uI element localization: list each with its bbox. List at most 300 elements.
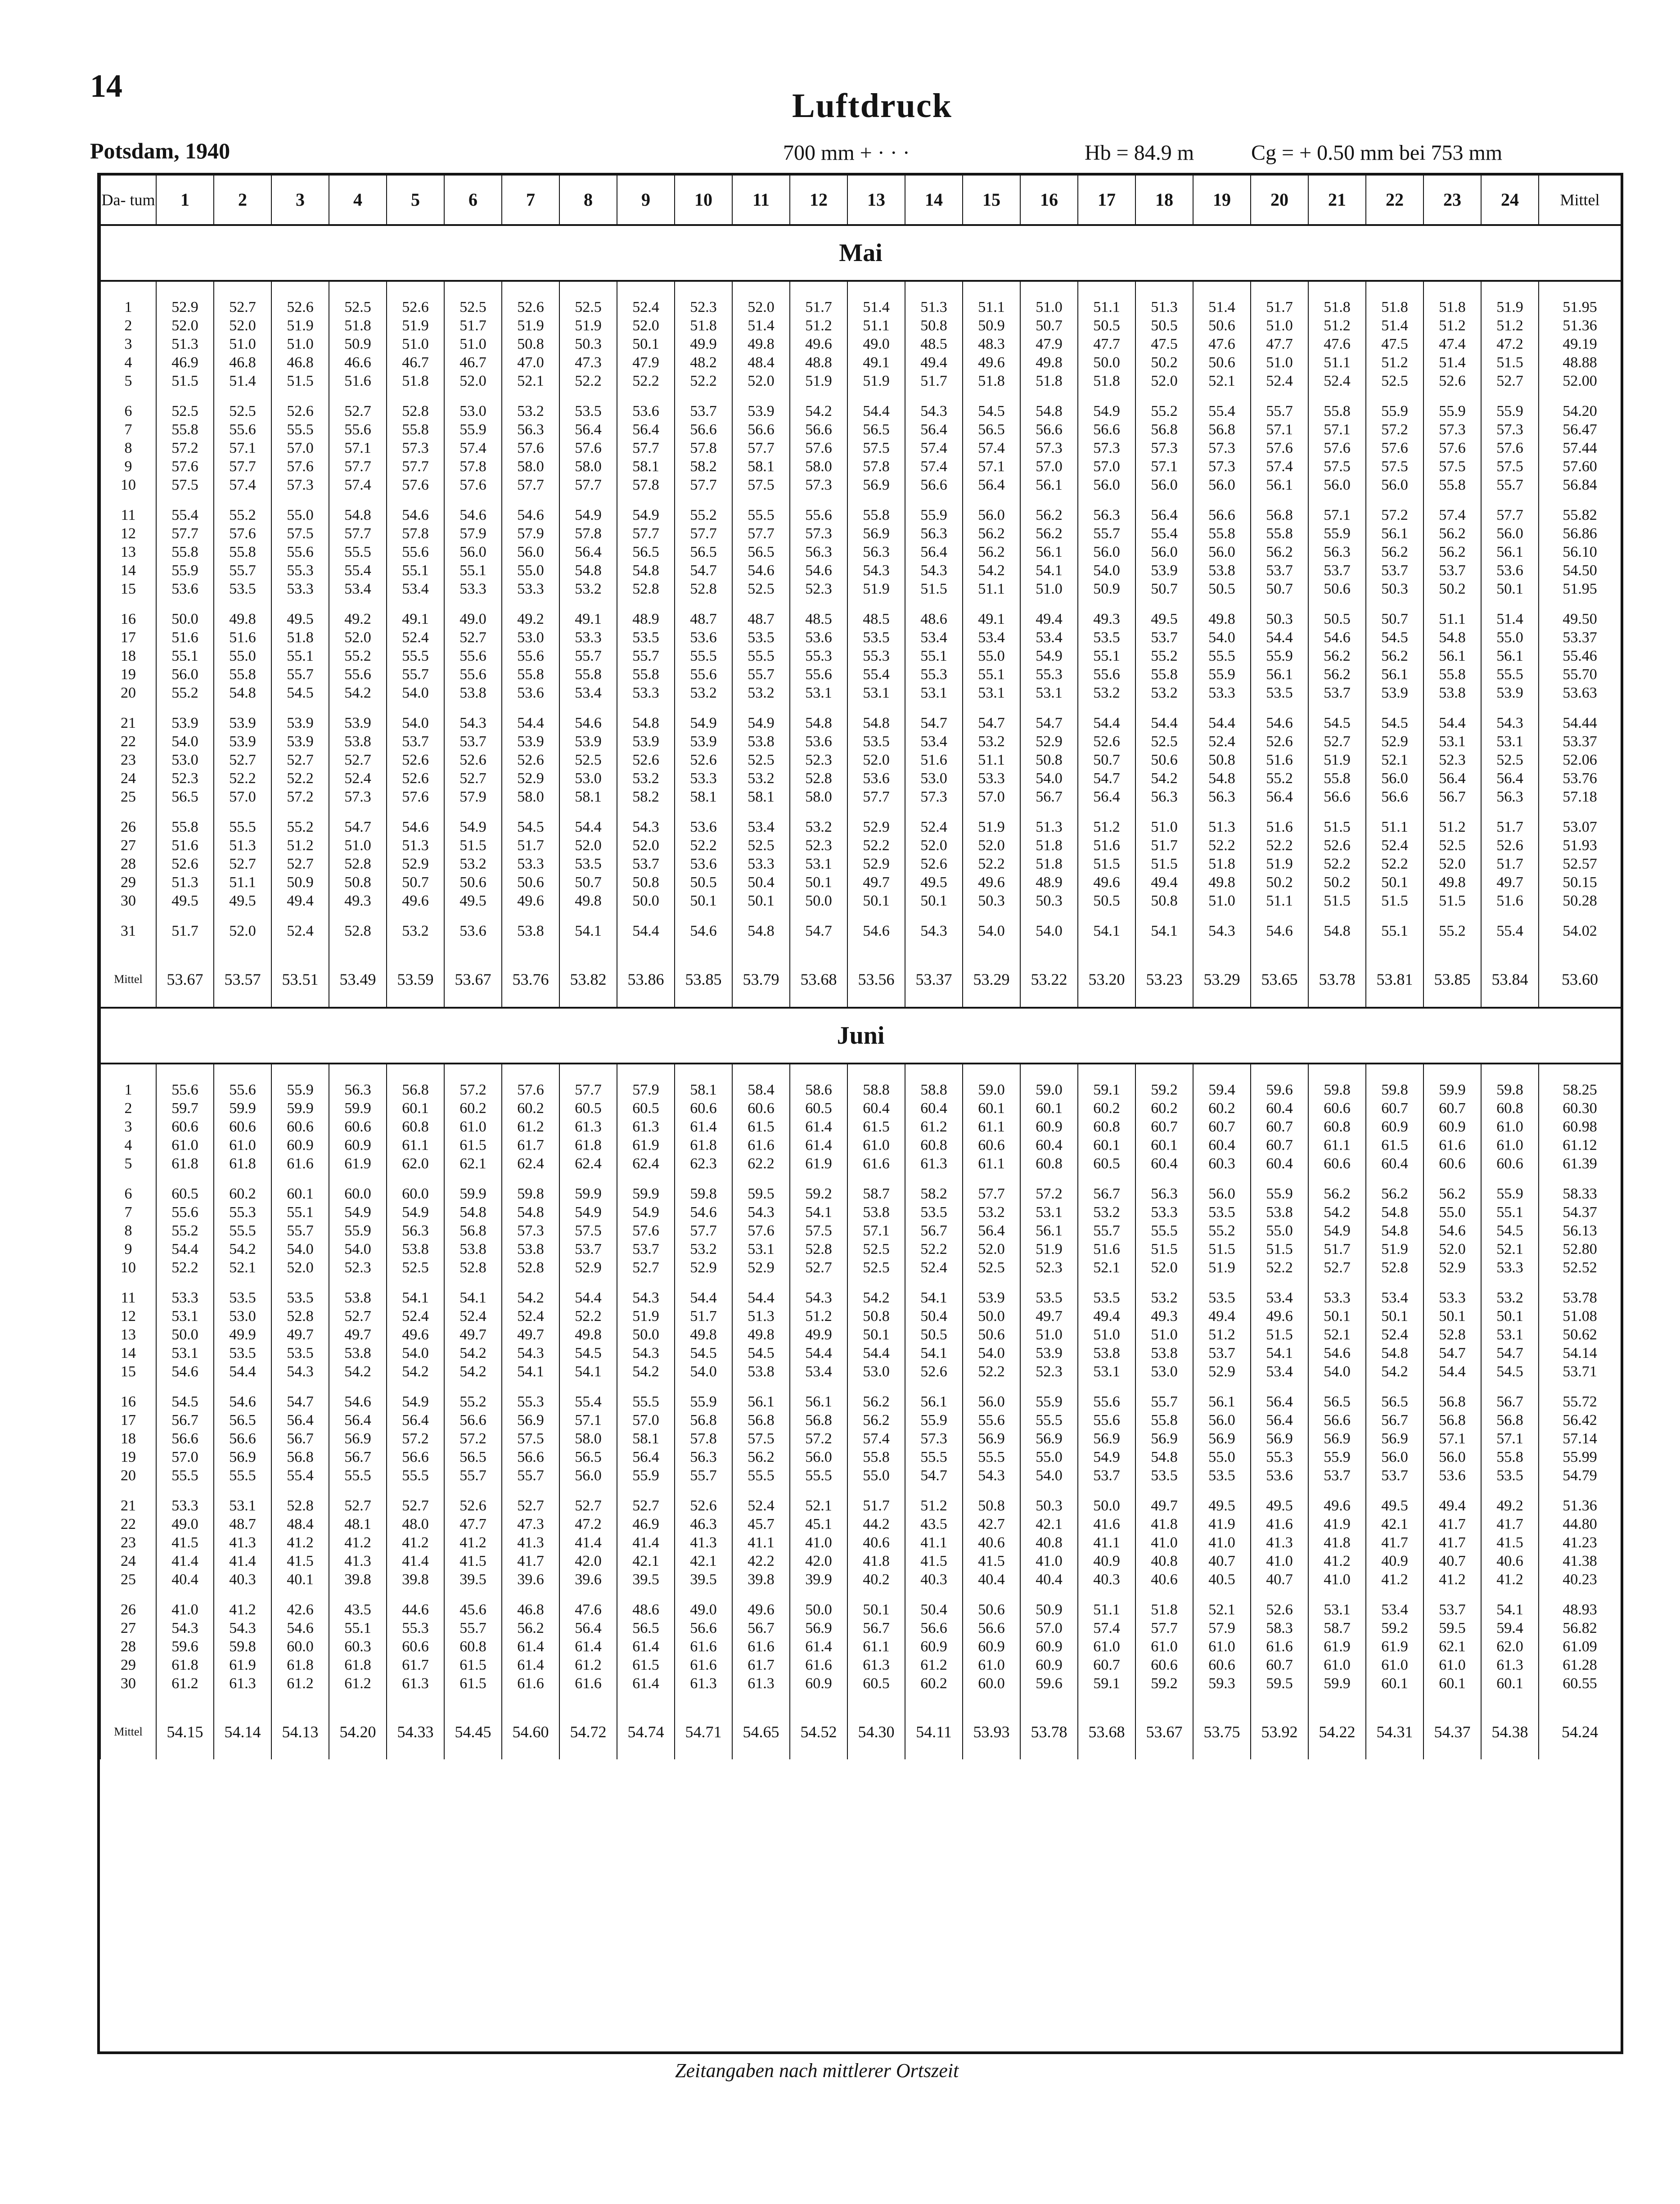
spacer-cell <box>1366 910 1423 922</box>
spacer-cell <box>1020 1277 1078 1289</box>
hourly-value: 54.7 <box>905 1466 963 1485</box>
hourly-value: 53.2 <box>732 684 790 702</box>
hourly-value: 49.4 <box>271 892 329 910</box>
hourly-value: 55.6 <box>444 665 502 684</box>
hourly-value: 52.0 <box>1135 1258 1193 1277</box>
hourly-value: 54.8 <box>847 714 905 732</box>
hourly-value: 54.0 <box>1020 922 1078 940</box>
hourly-value: 55.8 <box>1423 665 1481 684</box>
hourly-value: 52.0 <box>1423 855 1481 873</box>
hourly-value: 56.3 <box>1308 543 1366 561</box>
hourly-value: 60.9 <box>329 1136 387 1154</box>
hourly-value: 56.2 <box>1423 524 1481 543</box>
hourly-value: 54.6 <box>732 561 790 580</box>
spacer-cell <box>1366 1277 1423 1289</box>
hourly-value: 52.6 <box>905 855 963 873</box>
hourly-value: 53.7 <box>617 855 675 873</box>
hourly-value: 61.9 <box>790 1154 847 1173</box>
day-number: 26 <box>100 818 156 836</box>
hourly-value: 43.5 <box>905 1515 963 1533</box>
day-row <box>100 1344 1621 1362</box>
hourly-value: 52.6 <box>1251 1600 1308 1619</box>
spacer-cell <box>905 910 963 922</box>
hourly-value: 57.2 <box>444 1081 502 1099</box>
hourly-value: 40.4 <box>963 1570 1020 1589</box>
hourly-value: 56.3 <box>1193 788 1251 806</box>
day-row <box>100 769 1621 788</box>
hourly-value: 56.3 <box>502 420 559 439</box>
hourly-value: 52.4 <box>271 922 329 940</box>
spacer-cell <box>214 281 271 298</box>
hourly-value: 52.3 <box>1423 751 1481 769</box>
hourly-value: 55.7 <box>1135 1393 1193 1411</box>
hourly-value: 57.6 <box>387 476 444 494</box>
spacer-cell <box>617 390 675 402</box>
spacer-cell <box>1539 940 1621 952</box>
spacer-cell <box>100 598 156 610</box>
hourly-value: 56.2 <box>1366 1185 1423 1203</box>
hourly-value: 41.3 <box>1251 1533 1308 1552</box>
hourly-value: 51.2 <box>1193 1325 1251 1344</box>
hourly-value: 56.5 <box>444 1448 502 1466</box>
spacer-cell <box>1251 1589 1308 1600</box>
hourly-value: 58.0 <box>790 788 847 806</box>
day-number: 16 <box>100 1393 156 1411</box>
hourly-value: 56.0 <box>1193 476 1251 494</box>
spacer-cell <box>732 1064 790 1081</box>
hourly-value: 54.1 <box>905 1289 963 1307</box>
hourly-value: 60.1 <box>1481 1674 1539 1693</box>
spacer-cell <box>1078 390 1135 402</box>
hourly-value: 51.5 <box>1251 1240 1308 1258</box>
spacer-cell <box>1193 390 1251 402</box>
hourly-value: 54.0 <box>156 732 214 751</box>
spacer-cell <box>790 281 847 298</box>
hourly-value: 61.0 <box>1481 1118 1539 1136</box>
spacer-cell <box>1020 940 1078 952</box>
hourly-value: 57.4 <box>847 1429 905 1448</box>
day-number: 18 <box>100 647 156 665</box>
hourly-value: 59.9 <box>271 1099 329 1118</box>
hourly-value: 54.3 <box>617 1344 675 1362</box>
spacer-cell <box>1308 1277 1366 1289</box>
hourly-value: 61.6 <box>559 1674 617 1693</box>
hourly-value: 49.6 <box>790 335 847 353</box>
spacer-cell <box>444 806 502 818</box>
hourly-value: 61.7 <box>502 1136 559 1154</box>
hourly-value: 55.3 <box>790 647 847 665</box>
hourly-value: 54.5 <box>1481 1221 1539 1240</box>
day-row <box>100 1258 1621 1277</box>
day-number: 8 <box>100 439 156 457</box>
hourly-value: 60.7 <box>1423 1099 1481 1118</box>
hourly-value: 50.9 <box>271 873 329 892</box>
spacer-cell <box>617 940 675 952</box>
hourly-value: 50.3 <box>1020 1496 1078 1515</box>
mittel-label: Mittel <box>100 1704 156 1759</box>
spacer-cell <box>387 1173 444 1185</box>
hourly-value: 56.7 <box>1423 788 1481 806</box>
spacer-row <box>100 1064 1621 1081</box>
hourly-value: 41.2 <box>1308 1552 1366 1570</box>
hourly-value: 53.2 <box>444 855 502 873</box>
daily-mean: 52.57 <box>1539 855 1621 873</box>
spacer-cell <box>444 1277 502 1289</box>
hourly-value: 55.5 <box>1135 1221 1193 1240</box>
hourly-value: 58.2 <box>675 457 732 476</box>
hourly-value: 51.8 <box>1308 298 1366 316</box>
hourly-value: 45.6 <box>444 1600 502 1619</box>
hourly-value: 51.8 <box>1078 372 1135 390</box>
hourly-value: 52.5 <box>1481 751 1539 769</box>
hourly-value: 56.5 <box>732 543 790 561</box>
hourly-value: 54.0 <box>675 1362 732 1381</box>
hourly-value: 54.8 <box>1366 1203 1423 1221</box>
hourly-value: 56.6 <box>790 420 847 439</box>
hourly-value: 50.7 <box>1078 751 1135 769</box>
hourly-value: 46.3 <box>675 1515 732 1533</box>
spacer-cell <box>329 494 387 506</box>
hourly-value: 47.9 <box>1020 335 1078 353</box>
spacer-cell <box>1020 1485 1078 1496</box>
hourly-value: 55.7 <box>1078 1221 1135 1240</box>
spacer-cell <box>1020 702 1078 714</box>
hour-header-24: 24 <box>1481 176 1539 225</box>
hourly-mean: 54.15 <box>156 1704 214 1759</box>
spacer-cell <box>559 702 617 714</box>
hourly-value: 53.9 <box>271 732 329 751</box>
spacer-cell <box>329 1064 387 1081</box>
hourly-value: 49.1 <box>847 353 905 372</box>
spacer-cell <box>444 702 502 714</box>
spacer-cell <box>156 1485 214 1496</box>
spacer-cell <box>214 806 271 818</box>
hourly-mean: 53.29 <box>1193 952 1251 1008</box>
hourly-value: 51.0 <box>329 836 387 855</box>
day-row <box>100 1429 1621 1448</box>
hourly-value: 54.6 <box>1308 1344 1366 1362</box>
hourly-value: 60.1 <box>1078 1136 1135 1154</box>
spacer-cell <box>156 390 214 402</box>
hourly-value: 57.8 <box>559 524 617 543</box>
spacer-cell <box>329 1381 387 1393</box>
spacer-cell <box>790 494 847 506</box>
hourly-value: 56.7 <box>1078 1185 1135 1203</box>
spacer-cell <box>1539 494 1621 506</box>
hourly-value: 41.4 <box>617 1533 675 1552</box>
hourly-value: 51.1 <box>1078 1600 1135 1619</box>
hourly-value: 52.6 <box>444 1496 502 1515</box>
hourly-value: 55.7 <box>675 1466 732 1485</box>
spacer-cell <box>214 910 271 922</box>
spacer-cell <box>617 1064 675 1081</box>
hourly-value: 60.6 <box>1193 1656 1251 1674</box>
hourly-value: 53.8 <box>329 1344 387 1362</box>
day-row <box>100 1448 1621 1466</box>
hourly-value: 56.5 <box>617 543 675 561</box>
hourly-value: 54.9 <box>387 1203 444 1221</box>
hourly-value: 41.7 <box>502 1552 559 1570</box>
hourly-value: 52.6 <box>444 751 502 769</box>
daily-mean: 52.52 <box>1539 1258 1621 1277</box>
spacer-cell <box>732 390 790 402</box>
hourly-value: 56.9 <box>1078 1429 1135 1448</box>
spacer-cell <box>1193 494 1251 506</box>
daily-mean: 61.39 <box>1539 1154 1621 1173</box>
hourly-value: 55.1 <box>156 647 214 665</box>
spacer-cell <box>963 281 1020 298</box>
spacer-cell <box>559 806 617 818</box>
hourly-value: 50.9 <box>963 316 1020 335</box>
hourly-value: 58.1 <box>675 788 732 806</box>
hourly-value: 51.4 <box>1481 610 1539 628</box>
hourly-value: 58.1 <box>559 788 617 806</box>
hourly-value: 50.7 <box>1135 580 1193 598</box>
hourly-value: 49.5 <box>271 610 329 628</box>
spacer-cell <box>387 806 444 818</box>
hourly-value: 57.6 <box>559 439 617 457</box>
hourly-value: 50.6 <box>1308 580 1366 598</box>
spacer-cell <box>1481 1064 1539 1081</box>
hourly-value: 50.1 <box>905 892 963 910</box>
hourly-value: 59.9 <box>617 1185 675 1203</box>
hourly-value: 47.6 <box>1308 335 1366 353</box>
hourly-value: 57.3 <box>1078 439 1135 457</box>
daily-mean: 44.80 <box>1539 1515 1621 1533</box>
hourly-value: 50.0 <box>156 610 214 628</box>
hourly-value: 55.9 <box>1423 402 1481 420</box>
hourly-value: 54.9 <box>1020 647 1078 665</box>
spacer-cell <box>790 940 847 952</box>
day-number: 29 <box>100 873 156 892</box>
hourly-value: 41.3 <box>502 1533 559 1552</box>
hourly-value: 53.6 <box>1481 561 1539 580</box>
hourly-value: 47.7 <box>1078 335 1135 353</box>
hourly-value: 61.6 <box>732 1637 790 1656</box>
hourly-value: 56.6 <box>905 1619 963 1637</box>
hourly-value: 53.1 <box>963 684 1020 702</box>
hourly-value: 55.3 <box>214 1203 271 1221</box>
spacer-cell <box>1078 1485 1135 1496</box>
hourly-value: 55.0 <box>963 647 1020 665</box>
hourly-mean: 54.45 <box>444 1704 502 1759</box>
hourly-value: 53.9 <box>214 732 271 751</box>
hourly-value: 51.5 <box>1366 892 1423 910</box>
hourly-value: 53.5 <box>905 1203 963 1221</box>
daily-mean: 55.82 <box>1539 506 1621 524</box>
hourly-value: 53.3 <box>675 769 732 788</box>
hourly-value: 55.5 <box>214 1221 271 1240</box>
spacer-cell <box>1308 702 1366 714</box>
hourly-value: 49.8 <box>559 892 617 910</box>
hourly-value: 51.8 <box>1366 298 1423 316</box>
hourly-value: 41.2 <box>329 1533 387 1552</box>
hourly-value: 49.2 <box>502 610 559 628</box>
hourly-value: 46.8 <box>502 1600 559 1619</box>
hourly-value: 41.0 <box>790 1533 847 1552</box>
hourly-value: 53.3 <box>502 855 559 873</box>
spacer-cell <box>1251 1173 1308 1185</box>
hourly-value: 50.5 <box>675 873 732 892</box>
hourly-value: 49.7 <box>329 1325 387 1344</box>
hourly-value: 52.4 <box>1308 372 1366 390</box>
spacer-cell <box>1135 494 1193 506</box>
hourly-mean: 53.56 <box>847 952 905 1008</box>
spacer-cell <box>1135 390 1193 402</box>
hourly-value: 57.3 <box>1193 457 1251 476</box>
hourly-value: 55.2 <box>156 684 214 702</box>
hourly-value: 50.6 <box>1193 353 1251 372</box>
day-number: 25 <box>100 788 156 806</box>
spacer-cell <box>502 910 559 922</box>
hourly-value: 57.6 <box>1423 439 1481 457</box>
hourly-value: 52.6 <box>502 298 559 316</box>
day-number: 18 <box>100 1429 156 1448</box>
hourly-value: 54.3 <box>444 714 502 732</box>
hourly-value: 60.6 <box>963 1136 1020 1154</box>
hourly-value: 55.0 <box>1020 1448 1078 1466</box>
hourly-value: 53.8 <box>329 1289 387 1307</box>
hourly-value: 51.3 <box>905 298 963 316</box>
hourly-value: 41.4 <box>559 1533 617 1552</box>
hourly-value: 60.3 <box>1193 1154 1251 1173</box>
spacer-cell <box>905 1381 963 1393</box>
hourly-value: 59.9 <box>214 1099 271 1118</box>
hourly-value: 41.0 <box>1020 1552 1078 1570</box>
spacer-cell <box>214 1173 271 1185</box>
hourly-value: 53.4 <box>329 580 387 598</box>
month-heading-row <box>100 225 1621 281</box>
day-number: 22 <box>100 1515 156 1533</box>
hourly-value: 51.5 <box>1078 855 1135 873</box>
hourly-value: 52.4 <box>387 1307 444 1325</box>
hour-header-3: 3 <box>271 176 329 225</box>
spacer-cell <box>905 702 963 714</box>
hourly-value: 50.1 <box>1308 1307 1366 1325</box>
hourly-value: 57.3 <box>1193 439 1251 457</box>
hourly-value: 54.3 <box>156 1619 214 1637</box>
spacer-cell <box>1481 494 1539 506</box>
hourly-value: 57.4 <box>444 439 502 457</box>
spacer-cell <box>1481 940 1539 952</box>
hourly-value: 56.8 <box>732 1411 790 1429</box>
hourly-value: 55.5 <box>1481 665 1539 684</box>
hourly-mean: 53.81 <box>1366 952 1423 1008</box>
hourly-value: 55.1 <box>444 561 502 580</box>
hourly-value: 60.0 <box>329 1185 387 1203</box>
day-number: 20 <box>100 1466 156 1485</box>
hourly-value: 54.8 <box>732 922 790 940</box>
hourly-value: 49.3 <box>329 892 387 910</box>
hourly-value: 57.6 <box>1251 439 1308 457</box>
hourly-value: 56.1 <box>1193 1393 1251 1411</box>
hourly-value: 57.7 <box>329 524 387 543</box>
spacer-cell <box>271 1064 329 1081</box>
hourly-value: 51.4 <box>847 298 905 316</box>
hourly-value: 56.6 <box>156 1429 214 1448</box>
hourly-value: 52.0 <box>559 836 617 855</box>
hourly-value: 55.5 <box>732 1466 790 1485</box>
spacer-cell <box>502 1173 559 1185</box>
hourly-value: 55.6 <box>1078 1393 1135 1411</box>
hourly-mean: 53.93 <box>963 1704 1020 1759</box>
month-heading: Juni <box>100 1008 1621 1064</box>
hourly-value: 54.3 <box>905 402 963 420</box>
hourly-value: 50.3 <box>963 892 1020 910</box>
day-row <box>100 1674 1621 1693</box>
hourly-value: 50.5 <box>1078 316 1135 335</box>
hourly-value: 56.6 <box>387 1448 444 1466</box>
hourly-value: 56.9 <box>1135 1429 1193 1448</box>
hourly-value: 53.5 <box>214 1344 271 1362</box>
hourly-value: 56.6 <box>732 420 790 439</box>
hourly-value: 55.9 <box>156 561 214 580</box>
hourly-value: 53.6 <box>847 769 905 788</box>
day-number: 3 <box>100 1118 156 1136</box>
spacer-cell <box>617 1485 675 1496</box>
hourly-value: 51.2 <box>271 836 329 855</box>
hourly-value: 60.5 <box>1078 1154 1135 1173</box>
hourly-value: 51.3 <box>1193 818 1251 836</box>
hourly-value: 54.4 <box>847 1344 905 1362</box>
hourly-value: 56.8 <box>1135 420 1193 439</box>
datum-header: Da- tum <box>100 176 156 225</box>
hourly-value: 56.2 <box>502 1619 559 1637</box>
hourly-value: 57.6 <box>732 1221 790 1240</box>
spacer-cell <box>329 1277 387 1289</box>
hourly-value: 52.6 <box>1251 732 1308 751</box>
hourly-mean: 54.37 <box>1423 1704 1481 1759</box>
day-row <box>100 714 1621 732</box>
hourly-value: 52.5 <box>963 1258 1020 1277</box>
hourly-value: 52.1 <box>790 1496 847 1515</box>
hourly-value: 60.2 <box>905 1674 963 1693</box>
spacer-cell <box>1423 940 1481 952</box>
spacer-cell <box>444 910 502 922</box>
hourly-value: 57.5 <box>1481 457 1539 476</box>
spacer-cell <box>1020 1381 1078 1393</box>
hourly-value: 50.8 <box>502 335 559 353</box>
hourly-value: 40.8 <box>1135 1552 1193 1570</box>
spacer-row <box>100 702 1621 714</box>
day-row <box>100 506 1621 524</box>
spacer-cell <box>617 1173 675 1185</box>
hourly-value: 61.1 <box>963 1118 1020 1136</box>
spacer-cell <box>387 281 444 298</box>
hourly-value: 59.8 <box>1308 1081 1366 1099</box>
spacer-cell <box>1020 390 1078 402</box>
hour-header-22: 22 <box>1366 176 1423 225</box>
hourly-value: 51.5 <box>1193 1240 1251 1258</box>
hourly-value: 54.1 <box>905 1344 963 1362</box>
hourly-value: 56.0 <box>1366 476 1423 494</box>
day-row <box>100 420 1621 439</box>
hourly-value: 49.5 <box>1251 1496 1308 1515</box>
hourly-value: 54.3 <box>617 818 675 836</box>
hourly-value: 56.5 <box>1308 1393 1366 1411</box>
hourly-value: 56.6 <box>1020 420 1078 439</box>
spacer-row <box>100 1173 1621 1185</box>
spacer-row <box>100 806 1621 818</box>
hourly-value: 51.0 <box>1078 1325 1135 1344</box>
hourly-value: 53.9 <box>559 732 617 751</box>
daily-mean: 49.50 <box>1539 610 1621 628</box>
hourly-value: 49.5 <box>1193 1496 1251 1515</box>
hourly-value: 53.4 <box>1020 628 1078 647</box>
hourly-value: 60.1 <box>271 1185 329 1203</box>
spacer-cell <box>387 1381 444 1393</box>
hourly-value: 60.6 <box>387 1637 444 1656</box>
